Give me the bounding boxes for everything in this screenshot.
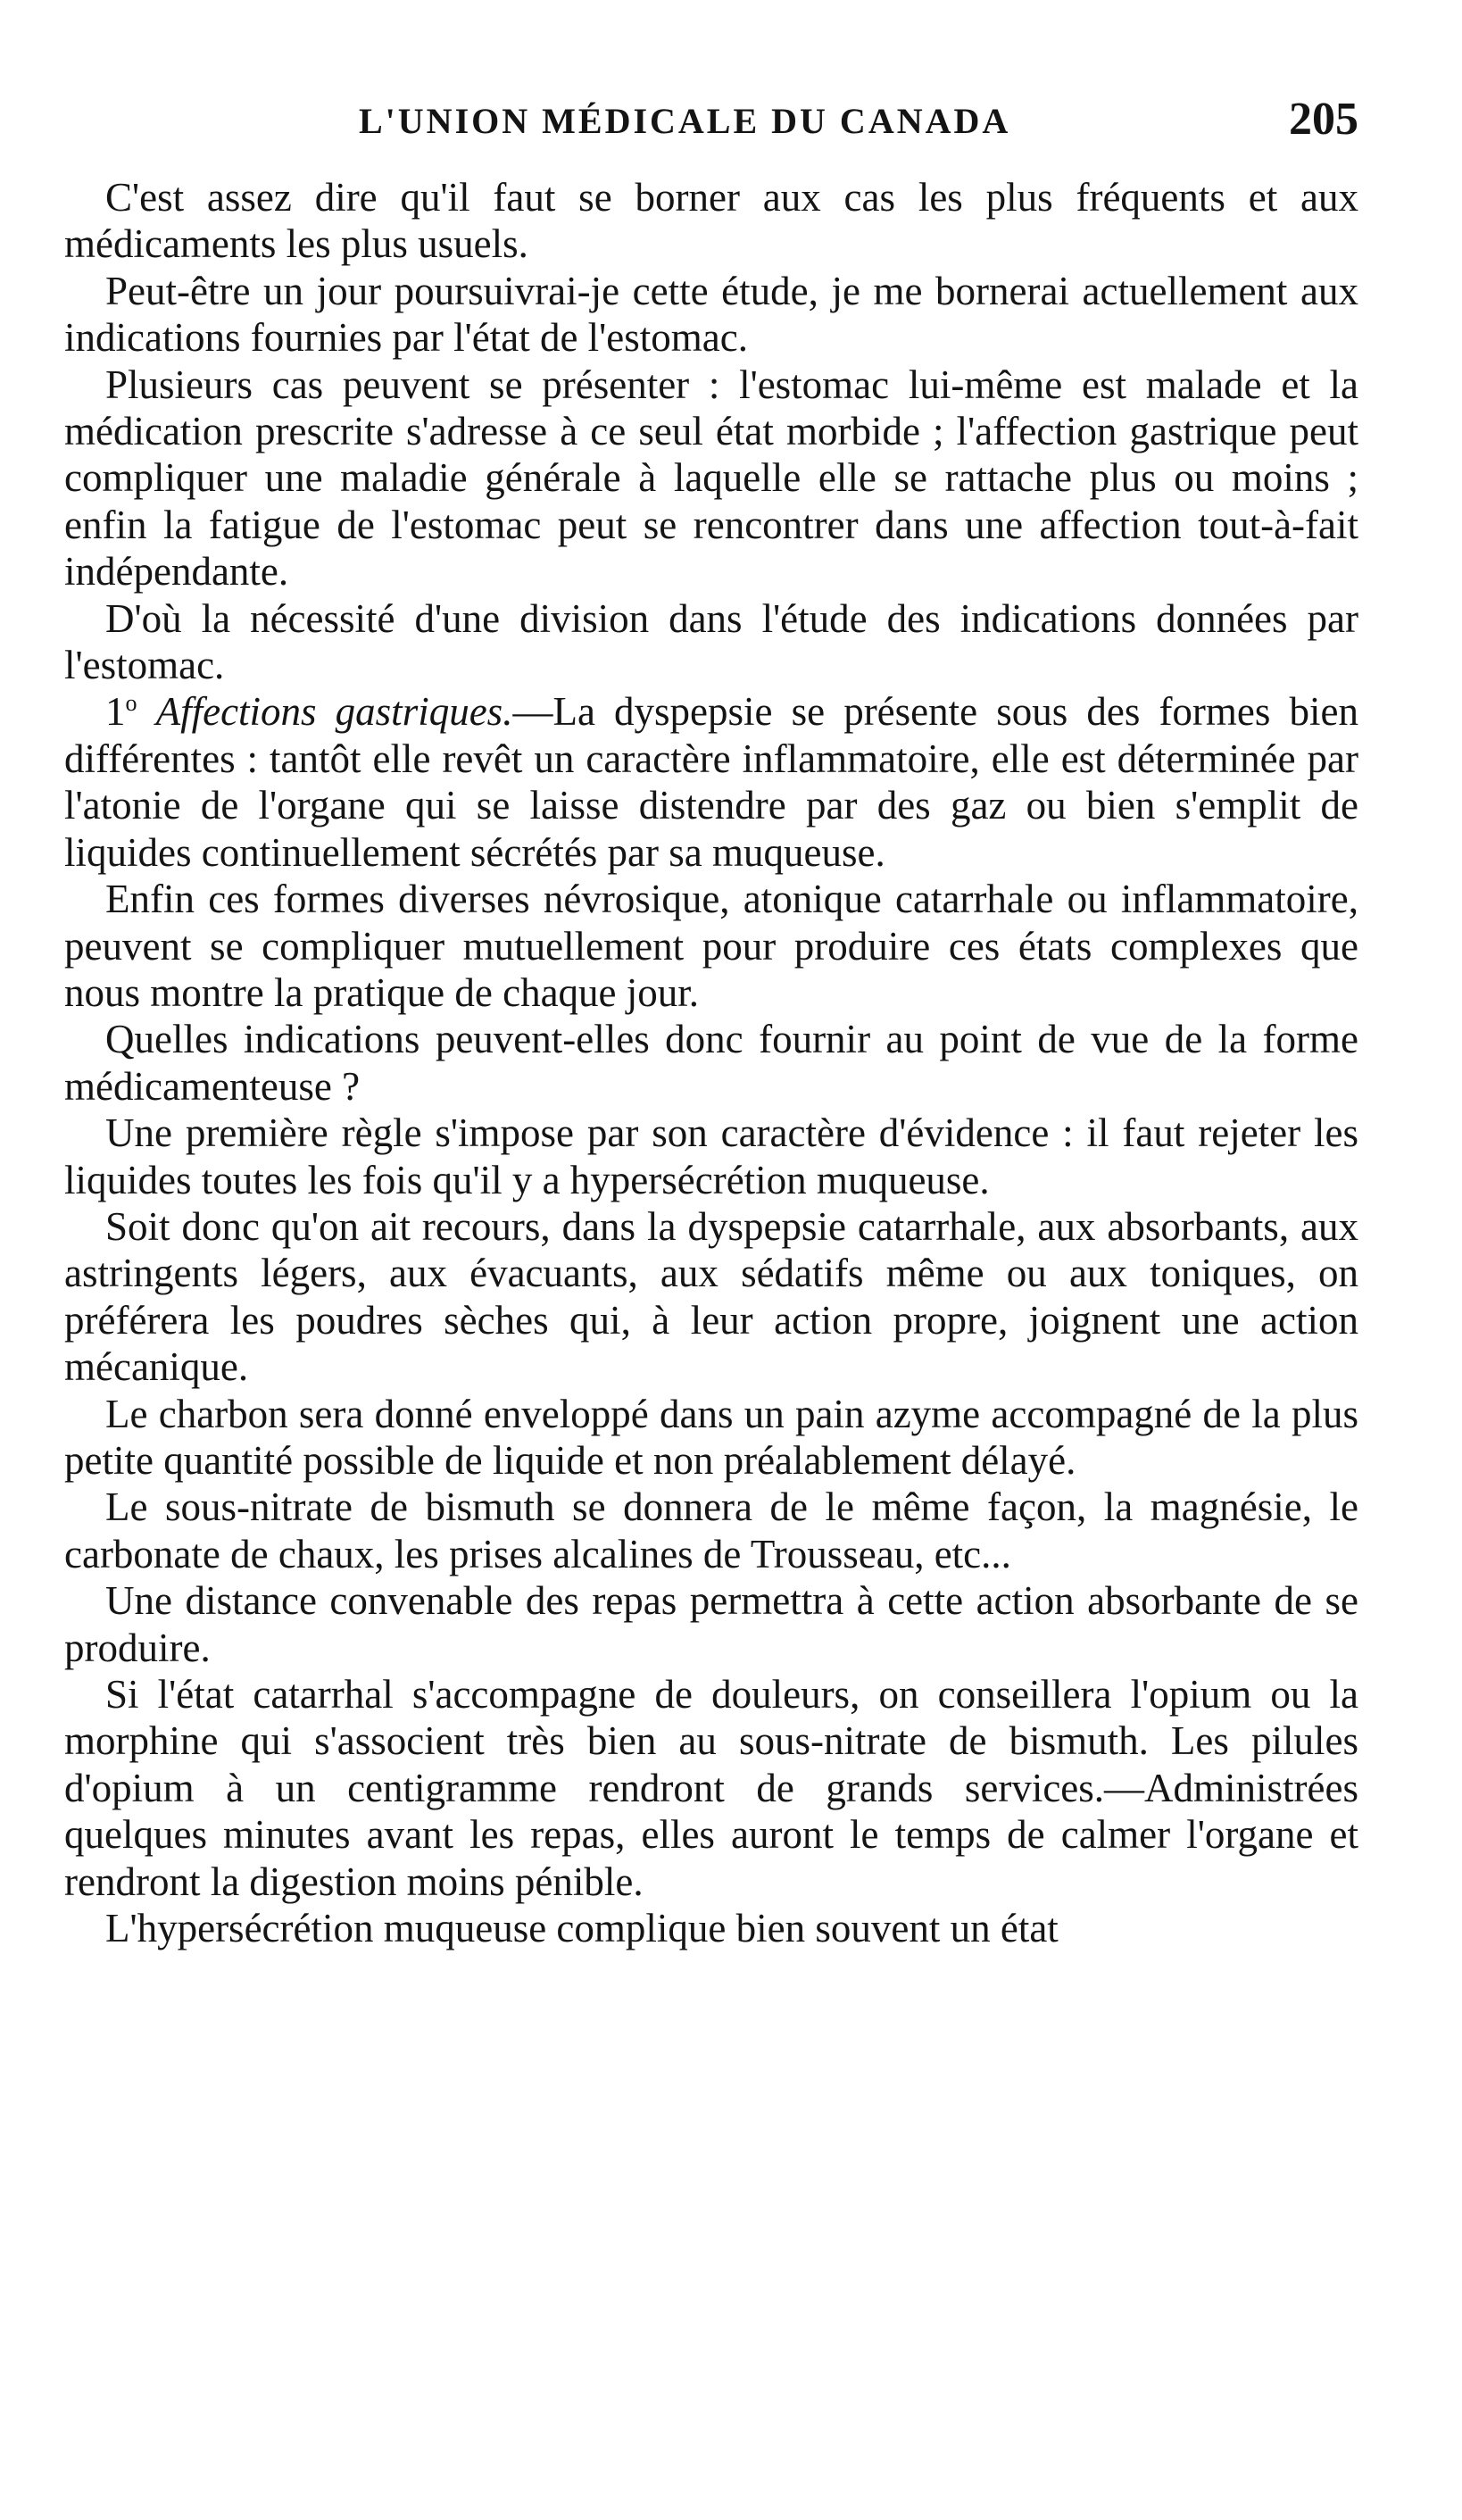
paragraph-10: Le charbon sera donné enveloppé dans un pain azyme accompagné de la plus petite quantité possible de liquide et non préalablement délayé. (64, 1391, 1358, 1483)
paragraph-6: Enfin ces formes diverses névrosique, atonique catarrhale ou inflammatoire, peuvent se compliquer mutuellement pour produire ces états complexes que nous montre la pratique de chaque jour. (64, 877, 1358, 1015)
page-header (64, 94, 1358, 154)
paragraph-8: Une première règle s'impose par son caractère d'évidence : il faut rejeter les liquides toutes les fois qu'il y a hypersécrétion muqueuse. (64, 1110, 1358, 1202)
body-text (64, 174, 1358, 1951)
section-number-superscript: o (125, 690, 137, 717)
paragraph-9: Soit donc qu'on ait recours, dans la dyspepsie catarrhale, aux absorbants, aux astringents légers, aux évacuants, aux sédatifs même ou aux toniques, on préférera les poudres sèches qui, à leur action propre, joignent une action mécanique. (64, 1203, 1358, 1390)
section-text: —La dyspepsie se présente sous des formes bien différentes : tantôt elle revêt un caractère inflammatoire, elle est déterminée par l'atonie de l'organe qui se laisse distendre par des gaz ou bien s'emplit de liquides continuellement sécrétés par sa muqueuse. (64, 689, 1358, 875)
running-title: L'UNION MÉDICALE DU CANADA (359, 101, 1011, 141)
paragraph-13: Si l'état catarrhal s'accompagne de douleurs, on conseillera l'opium ou la morphine qui s'associent très bien au sous-nitrate de bismuth. Les pilules d'opium à un centigramme rendront de grands services.—Administrées quelques minutes avant les repas, elles auront le temps de calmer l'organe et rendront la digestion moins pénible. (64, 1672, 1358, 1904)
section-number: 1 (105, 689, 126, 735)
paragraph-1: C'est assez dire qu'il faut se borner aux cas les plus fréquents et aux médicaments les plus usuels. (64, 175, 1358, 267)
paragraph-11: Le sous-nitrate de bismuth se donnera de le même façon, la magnésie, le carbonate de chaux, les prises alcalines de Trousseau, etc... (64, 1485, 1358, 1576)
paragraph-4: D'où la nécessité d'une division dans l'étude des indications données par l'estomac. (64, 595, 1358, 688)
page-number: 205 (1289, 94, 1358, 145)
paragraph-12: Une distance convenable des repas permettra à cette action absorbante de se produire. (64, 1578, 1358, 1670)
paragraph-2: Peut-être un jour poursuivrai-je cette étude, je me bornerai actuellement aux indications fournies par l'état de l'estomac. (64, 268, 1358, 361)
section-heading: Affections gastriques. (155, 689, 513, 735)
paragraph-14: L'hypersécrétion muqueuse complique bien souvent un état (105, 1906, 1059, 1951)
paragraph-7: Quelles indications peuvent-elles donc fournir au point de vue de la forme médicamenteuse ? (64, 1017, 1358, 1109)
paragraph-5-section-start (64, 688, 1358, 876)
paragraph-3: Plusieurs cas peuvent se présenter : l'estomac lui-même est malade et la médication prescrite s'adresse à ce seul état morbide ; l'affection gastrique peut compliquer une maladie générale à laquelle elle se rattache plus ou moins ; enfin la fatigue de l'estomac peut se rencontrer dans une affection tout-à-fait indépendante. (64, 362, 1358, 595)
